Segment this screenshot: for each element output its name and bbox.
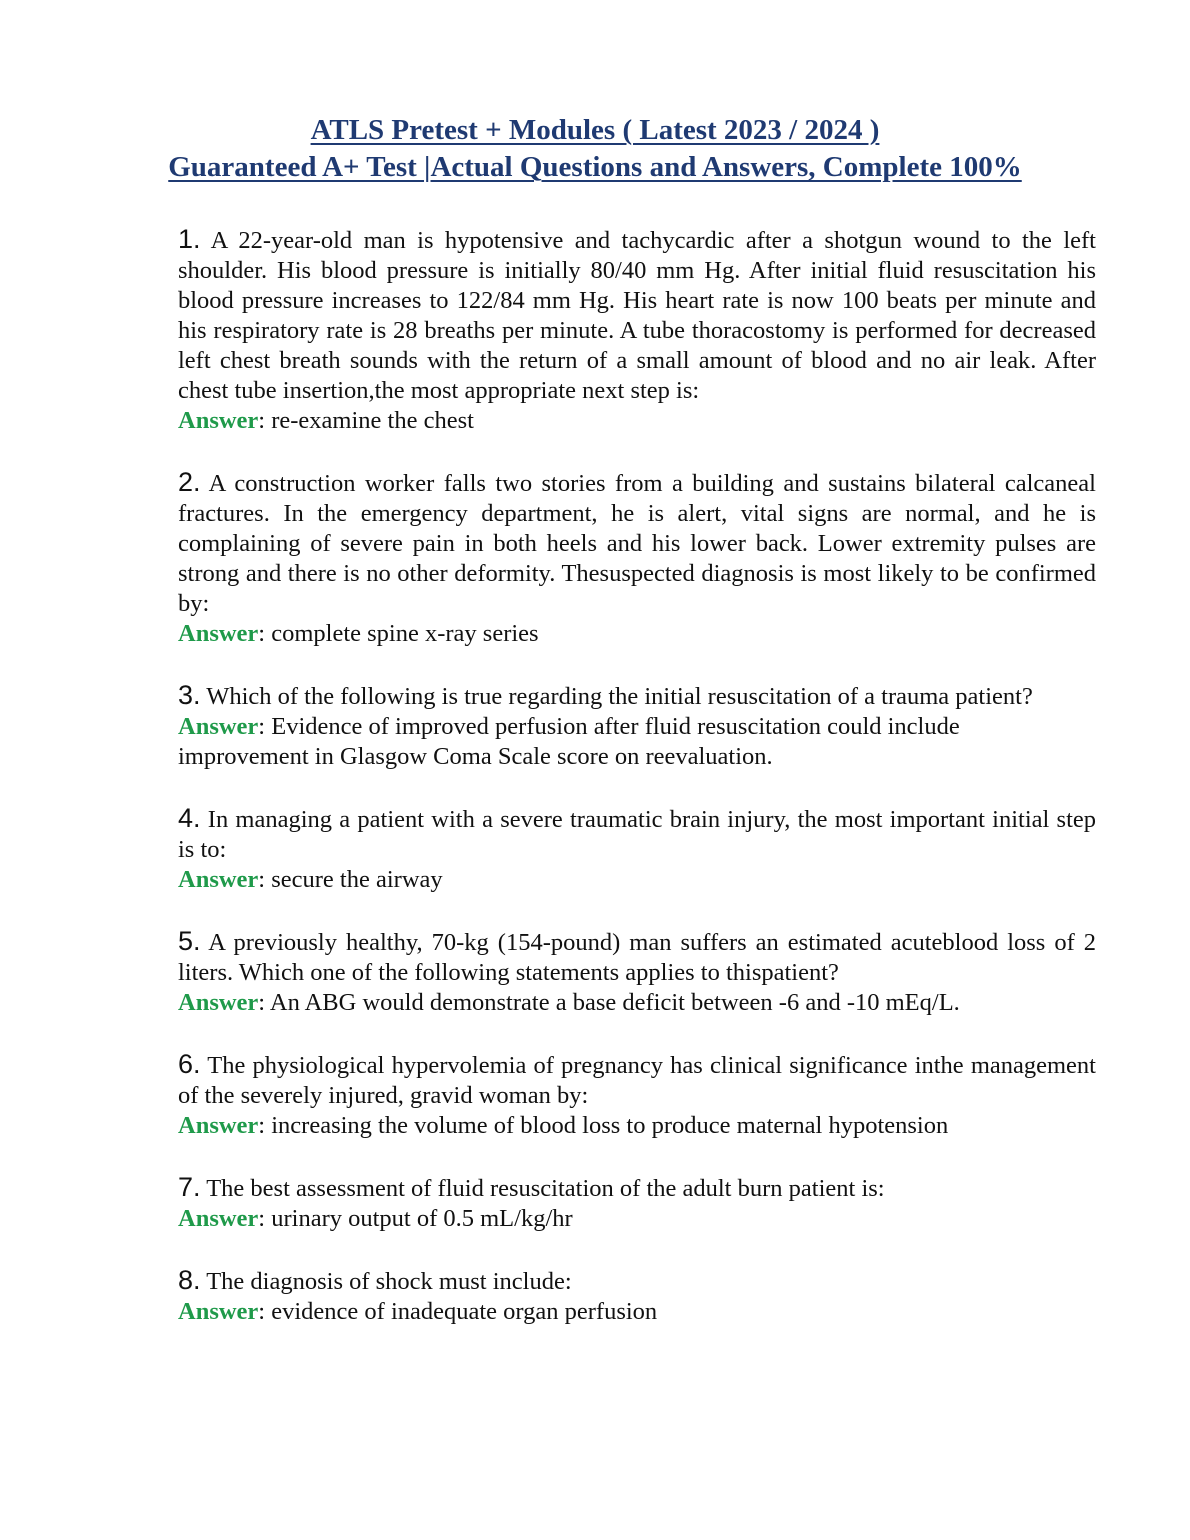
question-item bbox=[178, 467, 1096, 649]
answer-line bbox=[178, 865, 1096, 895]
question-number: 4. bbox=[178, 803, 201, 833]
answer-separator: : bbox=[258, 866, 272, 893]
question-text: Which of the following is true regarding the initial resuscitation of a trauma patient? bbox=[206, 683, 1033, 710]
answer-label: Answer bbox=[178, 866, 259, 893]
question-item bbox=[178, 1049, 1096, 1141]
question-text: In managing a patient with a severe traumatic brain injury, the most important initial step is to: bbox=[178, 806, 1097, 863]
answer-line bbox=[178, 1297, 1096, 1327]
question-text: The physiological hypervolemia of pregnancy has clinical significance inthe management of the severely injured, gravid woman by: bbox=[178, 1052, 1096, 1109]
question-text-block bbox=[178, 1265, 1096, 1297]
question-item bbox=[178, 1265, 1096, 1327]
answer-text: complete spine x-ray series bbox=[271, 620, 539, 647]
answer-text: Evidence of improved perfusion after fluid resuscitation could include improvement in Glasgow Coma Scale score on reevaluation. bbox=[178, 713, 960, 770]
answer-line bbox=[178, 619, 1096, 649]
answer-separator: : bbox=[258, 989, 270, 1016]
question-item bbox=[178, 803, 1096, 895]
question-text-block bbox=[178, 467, 1096, 619]
question-number: 8. bbox=[178, 1265, 201, 1295]
answer-text: evidence of inadequate organ perfusion bbox=[271, 1298, 658, 1325]
question-item bbox=[178, 1172, 1096, 1234]
answer-line bbox=[178, 1204, 1096, 1234]
answer-separator: : bbox=[258, 407, 272, 434]
answer-text: re-examine the chest bbox=[271, 407, 474, 434]
answer-line bbox=[178, 712, 1096, 772]
question-text: A previously healthy, 70-kg (154-pound) man suffers an estimated acuteblood loss of 2 liters. Which one of the following statements applies to thispatient? bbox=[178, 929, 1096, 986]
question-item bbox=[178, 224, 1096, 436]
question-item bbox=[178, 680, 1096, 772]
question-number: 7. bbox=[178, 1172, 201, 1202]
question-list bbox=[178, 224, 1096, 1358]
answer-label: Answer bbox=[178, 1205, 259, 1232]
answer-label: Answer bbox=[178, 620, 259, 647]
answer-text: increasing the volume of blood loss to produce maternal hypotension bbox=[271, 1112, 949, 1139]
answer-separator: : bbox=[258, 1205, 272, 1232]
question-text-block bbox=[178, 680, 1096, 712]
answer-label: Answer bbox=[178, 1298, 259, 1325]
question-text-block bbox=[178, 803, 1096, 865]
answer-separator: : bbox=[258, 713, 272, 740]
question-number: 3. bbox=[178, 680, 201, 710]
answer-separator: : bbox=[258, 1298, 272, 1325]
question-text: A construction worker falls two stories from a building and sustains bilateral calcaneal fractures. In the emergency department, he is alert, vital signs are normal, and he is complaining of severe pain in both heels and his lower back. Lower extremity pulses are strong and there is no other deformity. Thesuspected diagnosis is most likely to be confirmed by: bbox=[178, 470, 1096, 617]
document-title bbox=[0, 112, 1190, 186]
answer-text: urinary output of 0.5 mL/kg/hr bbox=[271, 1205, 573, 1232]
answer-line bbox=[178, 988, 1096, 1018]
question-text-block bbox=[178, 1049, 1096, 1111]
answer-label: Answer bbox=[178, 713, 259, 740]
answer-separator: : bbox=[258, 620, 272, 647]
question-text-block bbox=[178, 1172, 1096, 1204]
question-text-block bbox=[178, 926, 1096, 988]
question-text: The diagnosis of shock must include: bbox=[206, 1268, 572, 1295]
title-line-2: Guaranteed A+ Test |Actual Questions and Answers, Complete 100% bbox=[168, 151, 1022, 183]
question-text-block bbox=[178, 224, 1096, 406]
question-text: The best assessment of fluid resuscitation of the adult burn patient is: bbox=[206, 1175, 885, 1202]
question-number: 5. bbox=[178, 926, 201, 956]
title-line-1: ATLS Pretest + Modules ( Latest 2023 / 2024 ) bbox=[310, 114, 880, 146]
answer-label: Answer bbox=[178, 407, 259, 434]
answer-line bbox=[178, 1111, 1096, 1141]
question-number: 6. bbox=[178, 1049, 201, 1079]
answer-label: Answer bbox=[178, 989, 259, 1016]
answer-text: An ABG would demonstrate a base deficit between -6 and -10 mEq/L. bbox=[269, 989, 960, 1016]
answer-line bbox=[178, 406, 1096, 436]
question-number: 1. bbox=[178, 224, 201, 254]
question-text: A 22-year-old man is hypotensive and tachycardic after a shotgun wound to the left shoulder. His blood pressure is initially 80/40 mm Hg. After initial fluid resuscitation his blood pressure increases to 122/84 mm Hg. His heart rate is now 100 beats per minute and his respiratory rate is 28 breaths per minute. A tube thoracostomy is performed for decreased left chest breath sounds with the return of a small amount of blood and no air leak. After chest tube insertion,the most appropriate next step is: bbox=[178, 227, 1096, 404]
question-number: 2. bbox=[178, 467, 201, 497]
answer-label: Answer bbox=[178, 1112, 259, 1139]
answer-text: secure the airway bbox=[271, 866, 443, 893]
question-item bbox=[178, 926, 1096, 1018]
answer-separator: : bbox=[258, 1112, 272, 1139]
